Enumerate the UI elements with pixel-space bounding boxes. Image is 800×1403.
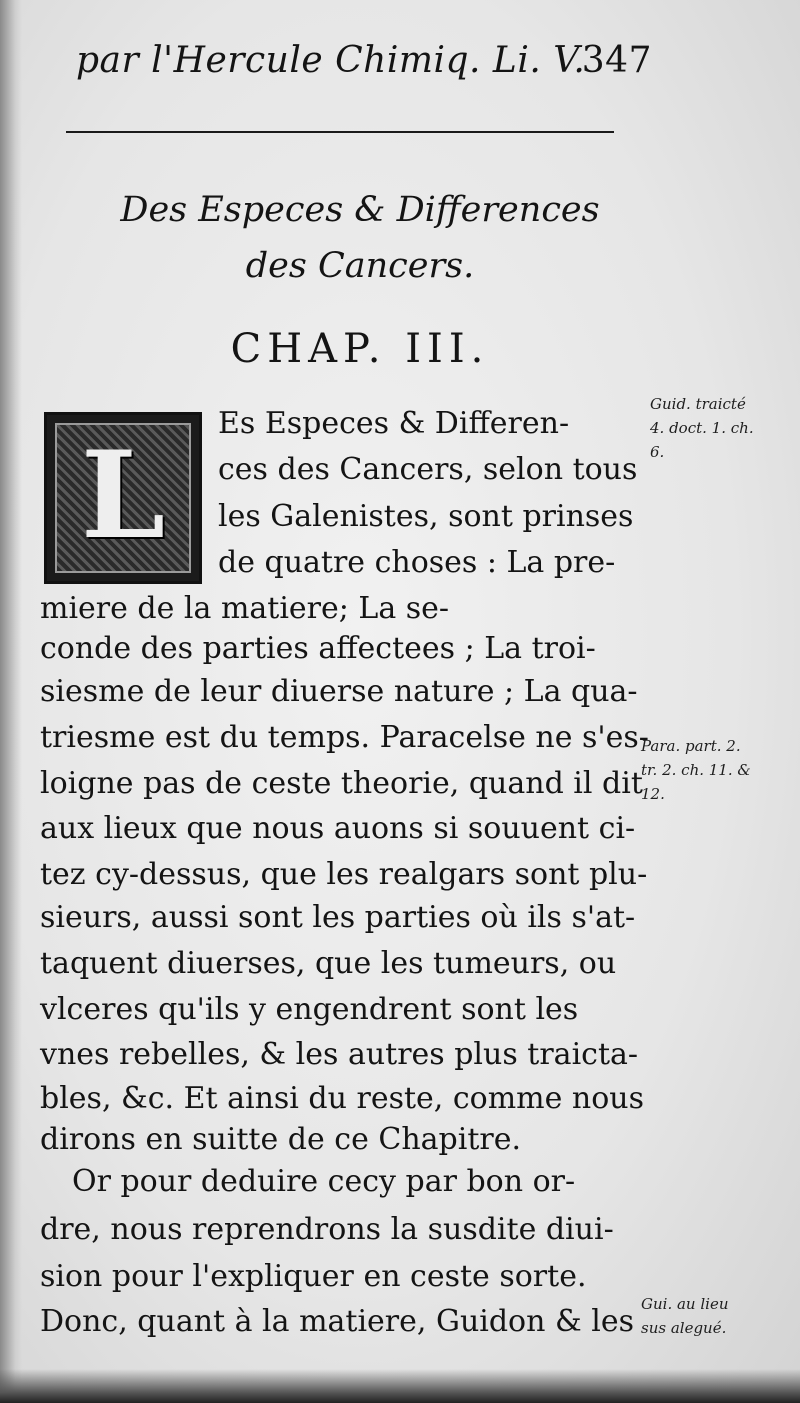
body-line: dirons en suitte de ce Chapitre. — [40, 1122, 522, 1157]
section-title — [60, 182, 660, 294]
body-line: sieurs, aussi sont les parties où ils s'at- — [40, 900, 636, 935]
body-line: loigne pas de ceste theorie, quand il dit — [40, 766, 643, 801]
body-line: dre, nous reprendrons la susdite diui- — [40, 1212, 614, 1247]
body-line: ces des Cancers, selon tous — [218, 452, 638, 487]
section-title-line: Des Especes & Differences — [120, 190, 600, 230]
marginal-note-line: 4. doct. 1. ch. — [650, 419, 754, 437]
marginal-note-line: tr. 2. ch. 11. & — [641, 761, 751, 779]
body-line: taquent diuerses, que les tumeurs, ou — [40, 946, 617, 981]
marginal-note — [641, 1292, 728, 1340]
gutter-shadow — [0, 0, 22, 1403]
header-rule — [66, 131, 614, 133]
body-line: miere de la matiere; La se- — [40, 591, 450, 626]
initial-letter: L — [80, 425, 166, 566]
marginal-note-line: Gui. au lieu — [641, 1295, 729, 1313]
marginal-note-line: Para. part. 2. — [641, 737, 741, 755]
body-line: vnes rebelles, & les autres plus traicta- — [40, 1037, 639, 1072]
marginal-note-line: sus alegué. — [641, 1319, 727, 1337]
chapter-heading: CHAP. III. — [230, 326, 490, 372]
body-line: de quatre choses : La pre- — [218, 545, 616, 580]
marginal-note — [650, 392, 754, 464]
body-line: sion pour l'expliquer en ceste sorte. — [40, 1259, 587, 1294]
body-line: tez cy-dessus, que les realgars sont plu- — [40, 857, 648, 892]
marginal-note-line: 12. — [641, 785, 665, 803]
body-line: Es Especes & Differen- — [218, 406, 570, 441]
marginal-note-line: 6. — [650, 443, 665, 461]
body-line: conde des parties affectees ; La troi- — [40, 631, 596, 666]
body-line: triesme est du temps. Paracelse ne s'es- — [40, 720, 649, 755]
body-line: vlceres qu'ils y engendrent sont les — [40, 992, 579, 1027]
marginal-note-line: Guid. traicté — [650, 395, 746, 413]
body-line: aux lieux que nous auons si souuent ci- — [40, 811, 636, 846]
page-number: 347 — [581, 40, 652, 81]
body-line: bles, &c. Et ainsi du reste, comme nous — [40, 1081, 644, 1116]
running-head-text: par l'Hercule Chimiq. Li. V. — [76, 40, 586, 81]
body-line: Donc, quant à la matiere, Guidon & les — [40, 1304, 634, 1339]
body-line: les Galenistes, sont prinses — [218, 499, 634, 534]
body-line: siesme de leur diuerse nature ; La qua- — [40, 674, 638, 709]
marginal-note — [641, 734, 751, 806]
decorated-initial — [44, 412, 202, 584]
page-bottom-edge — [0, 1369, 800, 1403]
body-line: Or pour deduire cecy par bon or- — [72, 1164, 576, 1199]
section-title-line: des Cancers. — [245, 246, 475, 286]
